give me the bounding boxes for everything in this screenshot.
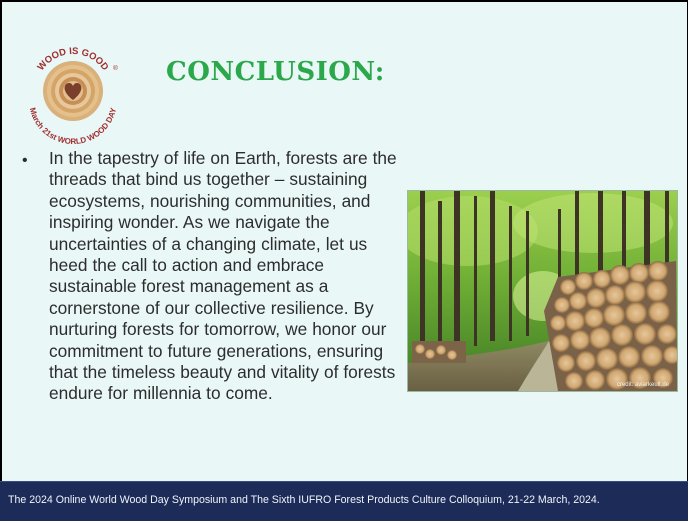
conclusion-paragraph: In the tapestry of life on Earth, forests are the threads that bind us together – sustaining ecosystems, nourishing communities, and inspiring wonder. As we navigate the uncertainties of a changing climate, let us heed the call to action and embrace sustainable forest management as a cornerstone of our collective resilience. By nurturing forests for tomorrow, we honor our commitment to future generations, ensuring that the timeless beauty and vitality of forests endure for millennia to come. (49, 148, 397, 404)
bullet-marker: • (22, 152, 28, 169)
logo-top-text: WOOD IS GOOD (35, 45, 111, 73)
footer-bar (0, 481, 688, 521)
forest-log-pile-photo (407, 190, 678, 392)
logo-bottom-text: March 21st WORLD WOOD DAY (27, 106, 119, 144)
logo-registered-mark: ® (113, 65, 118, 72)
footer-text: The 2024 Online World Wood Day Symposium and The Sixth IUFRO Forest Products Culture Colloquium, 21-22 March, 2024. (8, 494, 600, 506)
wood-is-good-logo (12, 36, 134, 144)
presentation-slide (2, 2, 687, 481)
small-log-pile-left (412, 341, 466, 363)
photo-credit: credit: aviarkeult.de (616, 382, 669, 388)
slide-title: CONCLUSION: (166, 57, 385, 87)
log-pile (544, 261, 677, 391)
forest-scene (408, 191, 677, 391)
